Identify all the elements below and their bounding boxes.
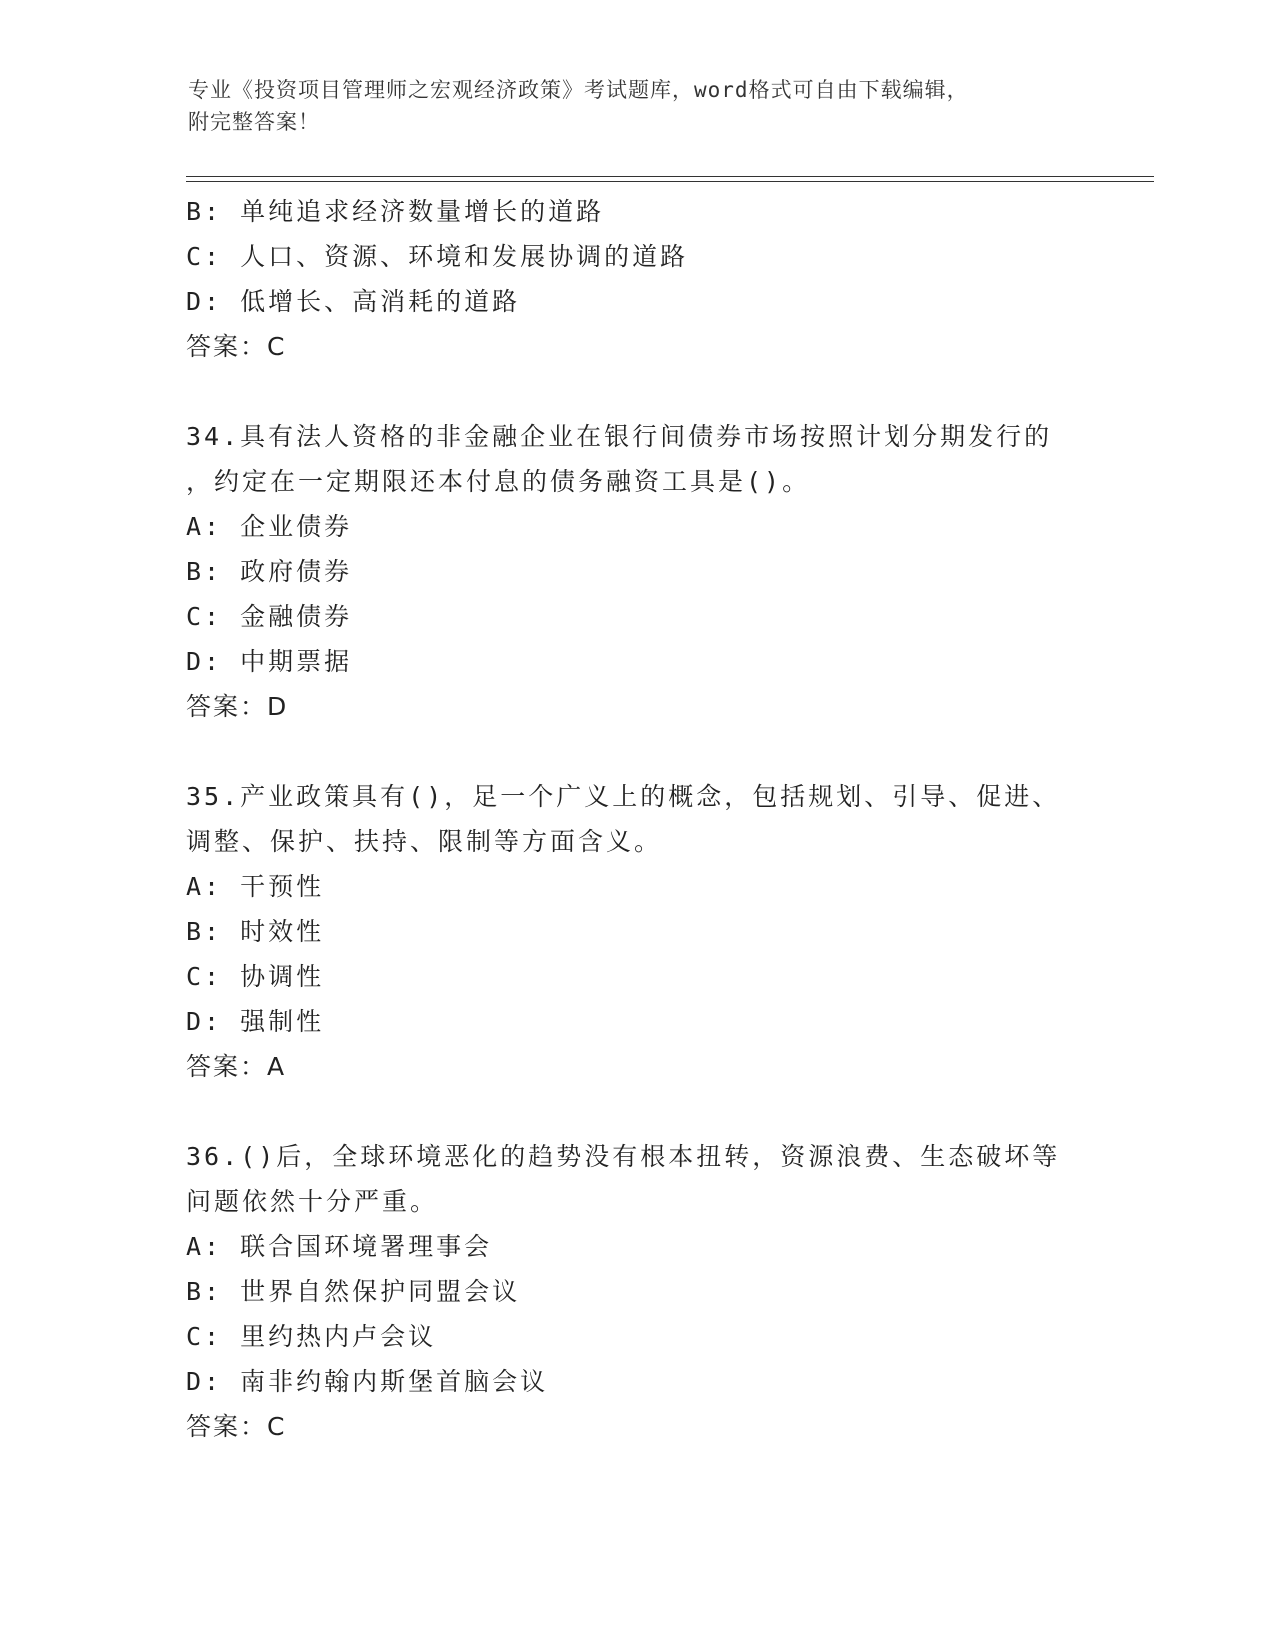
question-35 xyxy=(186,774,1086,1089)
option-a: A: 干预性 xyxy=(186,872,325,901)
option-b: B: 世界自然保护同盟会议 xyxy=(186,1277,521,1306)
question-text-line-2: 调整、保护、扶持、限制等方面含义。 xyxy=(186,827,663,856)
answer-line: 答案：A xyxy=(186,1052,287,1081)
answer-line: 答案：D xyxy=(186,692,289,721)
header-line-1: 专业《投资项目管理师之宏观经济政策》考试题库，word格式可自由下载编辑， xyxy=(188,78,969,102)
spacer xyxy=(186,729,1086,774)
answer-line: 答案：C xyxy=(186,332,287,361)
option-d: D: 强制性 xyxy=(186,1007,325,1036)
option-c: C: 里约热内卢会议 xyxy=(186,1322,437,1351)
option-b: B: 单纯追求经济数量增长的道路 xyxy=(186,197,605,226)
option-b: B: 时效性 xyxy=(186,917,325,946)
option-a: A: 企业债券 xyxy=(186,512,353,541)
option-d: D: 低增长、高消耗的道路 xyxy=(186,287,521,316)
question-36 xyxy=(186,1134,1086,1449)
question-text-line-2: 问题依然十分严重。 xyxy=(186,1187,439,1216)
option-d: D: 中期票据 xyxy=(186,647,353,676)
question-text-line-1: 35.产业政策具有()，足一个广义上的概念，包括规划、引导、促进、 xyxy=(186,782,1061,811)
option-c: C: 协调性 xyxy=(186,962,325,991)
header-line-2: 附完整答案！ xyxy=(188,110,320,134)
document-header xyxy=(188,74,1088,138)
header-divider xyxy=(186,176,1154,182)
spacer xyxy=(186,1089,1086,1134)
option-c: C: 金融债券 xyxy=(186,602,353,631)
option-b: B: 政府债券 xyxy=(186,557,353,586)
option-d: D: 南非约翰内斯堡首脑会议 xyxy=(186,1367,549,1396)
question-text-line-1: 34.具有法人资格的非金融企业在银行间债券市场按照计划分期发行的 xyxy=(186,422,1053,451)
question-text-line-2: ，约定在一定期限还本付息的债务融资工具是()。 xyxy=(186,467,811,496)
question-content xyxy=(186,189,1086,1449)
option-a: A: 联合国环境署理事会 xyxy=(186,1232,493,1261)
spacer xyxy=(186,369,1086,414)
question-text-line-1: 36.()后，全球环境恶化的趋势没有根本扭转，资源浪费、生态破坏等 xyxy=(186,1142,1061,1171)
answer-line: 答案：C xyxy=(186,1412,287,1441)
question-34 xyxy=(186,414,1086,729)
partial-question-33 xyxy=(186,189,1086,369)
option-c: C: 人口、资源、环境和发展协调的道路 xyxy=(186,242,689,271)
